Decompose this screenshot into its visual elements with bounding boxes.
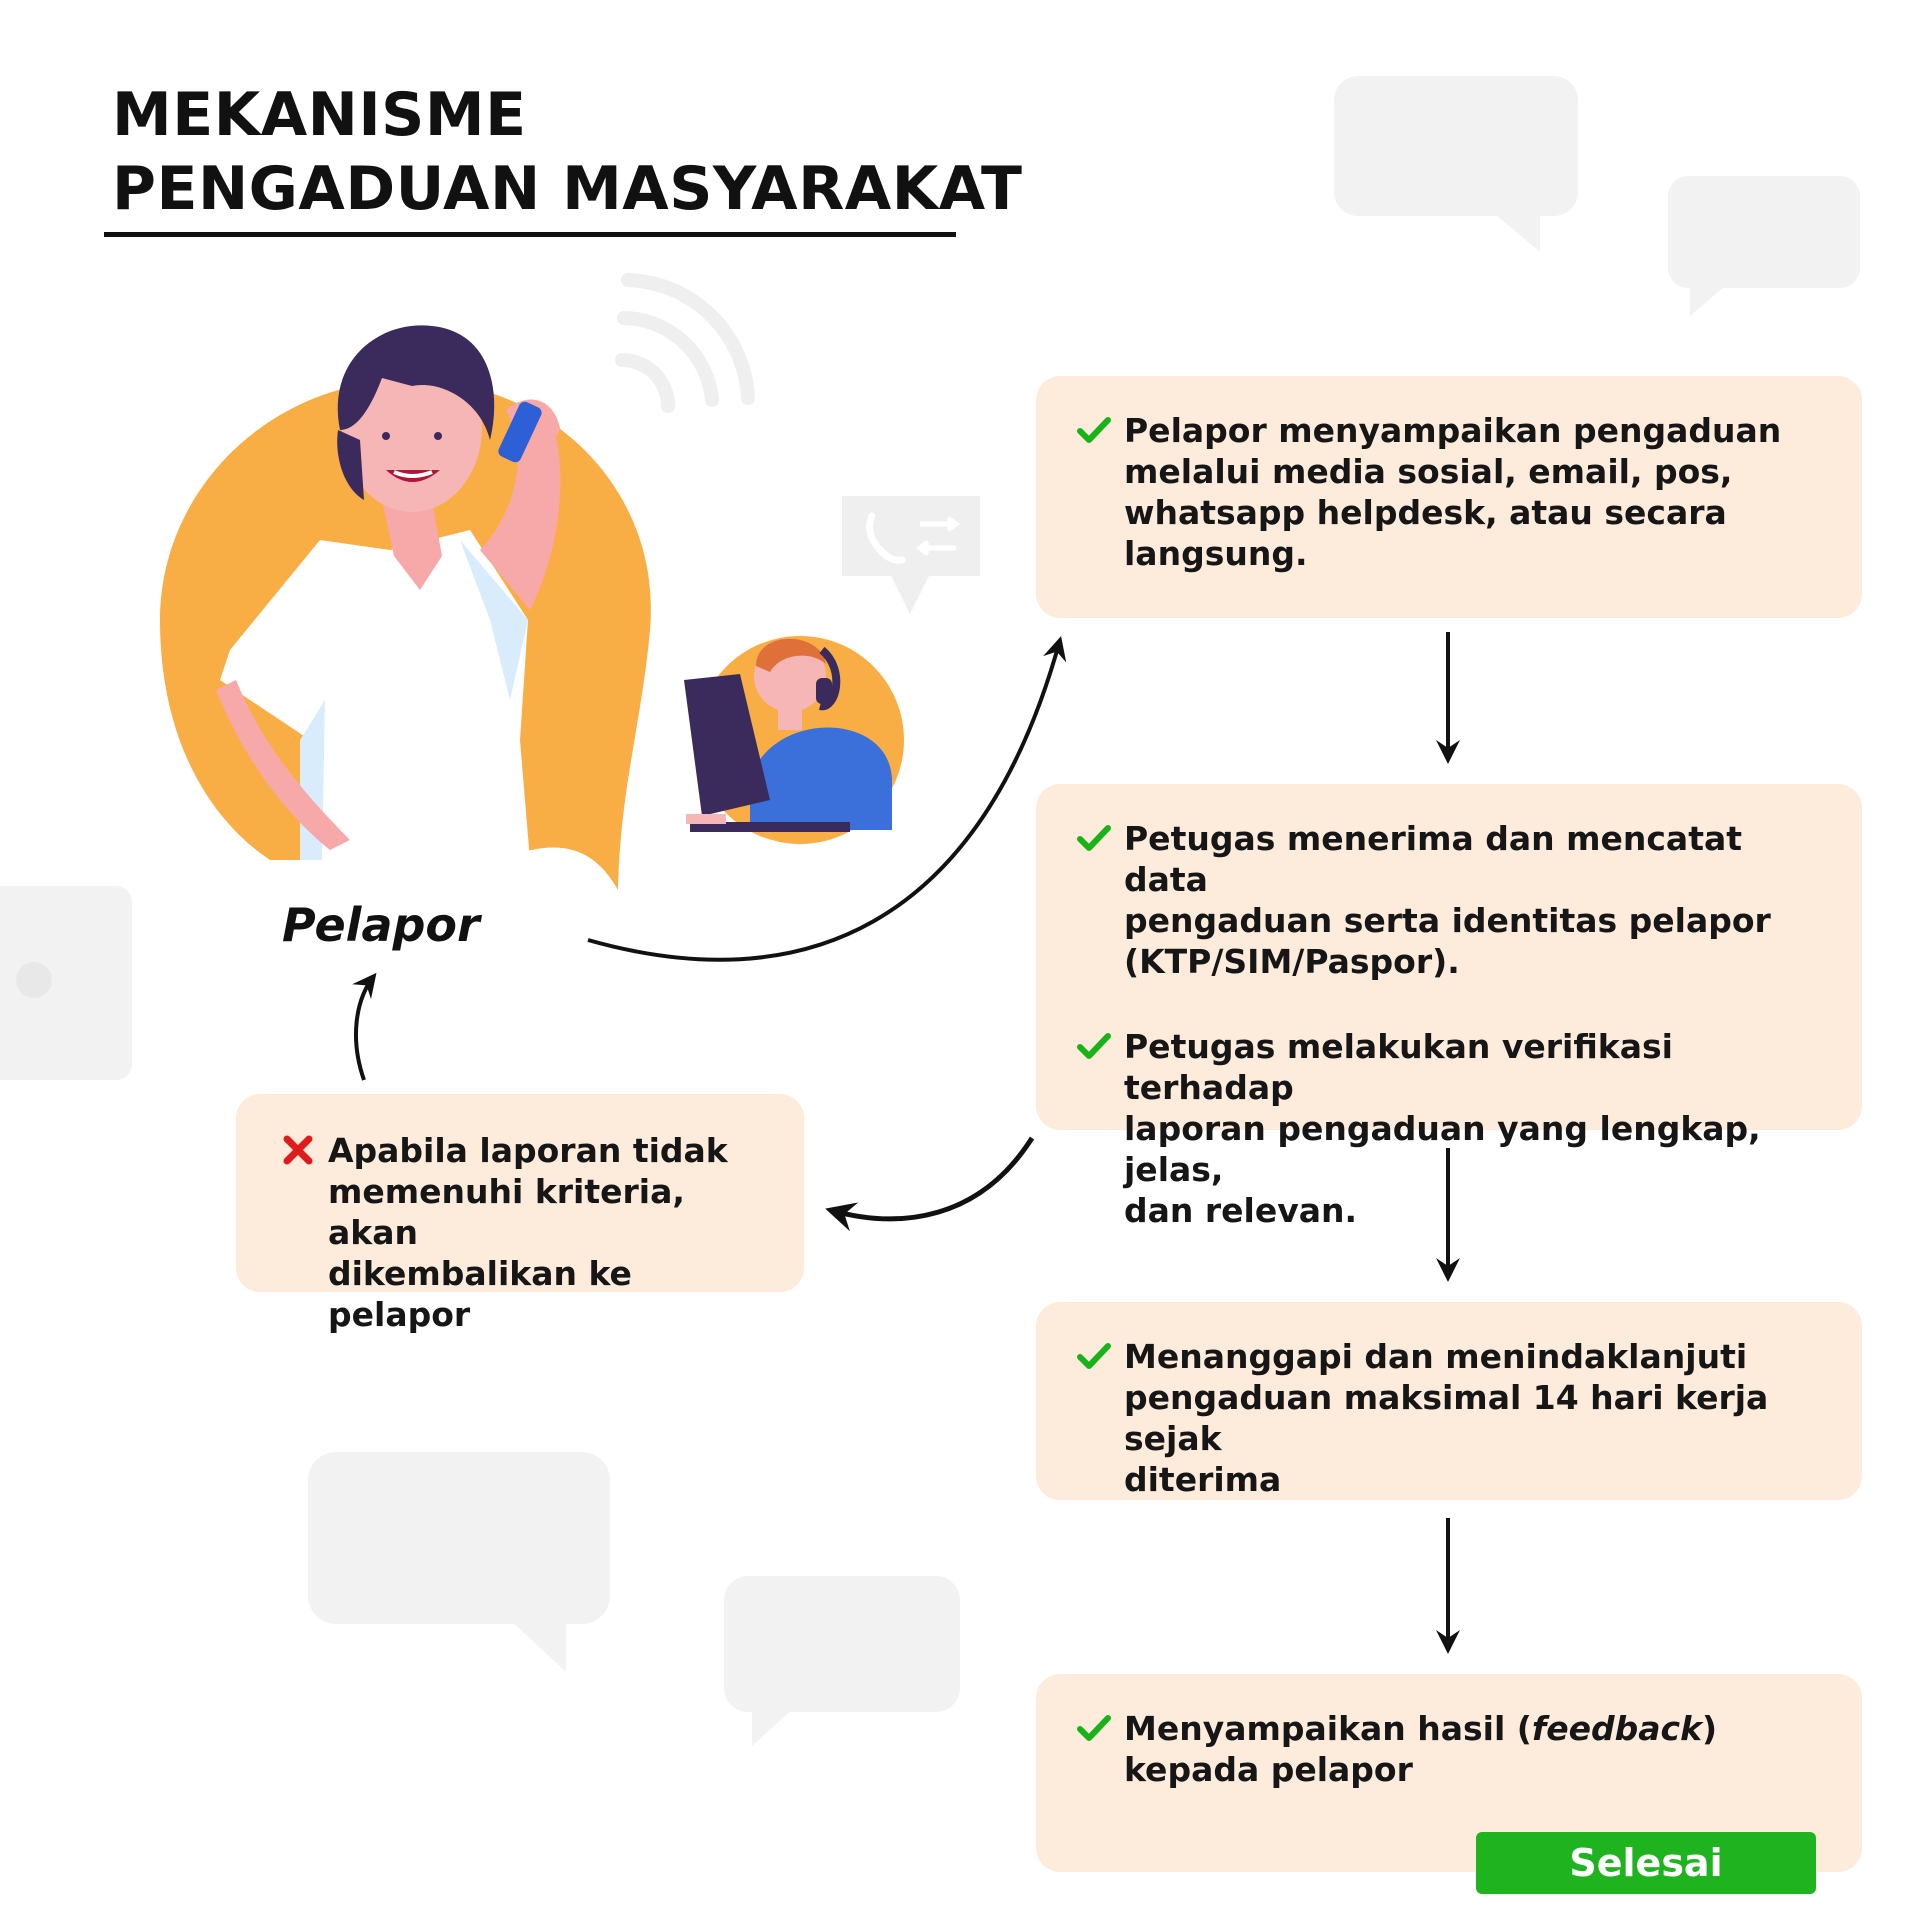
chat-bubble-icon — [1668, 176, 1860, 316]
step-item — [1076, 1708, 1832, 1790]
chat-bubble-icon — [0, 886, 132, 1080]
step-item — [1076, 410, 1822, 574]
step-card-3 — [1036, 1302, 1862, 1500]
title-line-1: MEKANISME — [112, 80, 527, 150]
step-item — [1076, 1336, 1832, 1500]
check-icon — [1076, 1338, 1112, 1374]
check-icon — [1076, 412, 1112, 448]
reporter-illustration — [150, 320, 670, 900]
step-text: Pelapor menyampaikan pengaduan melalui media sosial, email, pos, whatsapp helpdesk, atau secara langsung. — [1124, 411, 1782, 573]
reporter-label: Pelapor — [282, 898, 480, 952]
step-text-after: ) kepada pelapor — [1124, 1709, 1718, 1789]
page-title — [112, 78, 1022, 226]
step-text: Menanggapi dan menindaklanjuti pengaduan maksimal 14 hari kerja sejak diterima — [1124, 1337, 1769, 1499]
done-badge: Selesai — [1476, 1832, 1816, 1894]
officer-illustration — [660, 580, 910, 860]
cross-icon — [280, 1132, 316, 1168]
step-text-italic: feedback — [1531, 1709, 1703, 1748]
check-icon — [1076, 820, 1112, 856]
step-card-1 — [1036, 376, 1862, 618]
step-card-2 — [1036, 784, 1862, 1230]
step-item — [1076, 1026, 1832, 1231]
title-underline — [104, 232, 956, 237]
rejection-text: Apabila laporan tidak memenuhi kriteria, akan dikembalikan ke pelapor — [328, 1131, 728, 1334]
chat-bubble-icon — [1334, 76, 1578, 252]
step-text: Petugas menerima dan mencatat data pengaduan serta identitas pelapor (KTP/SIM/Paspor). — [1124, 819, 1771, 981]
rejection-item — [280, 1130, 784, 1335]
step-text — [1124, 1708, 1832, 1790]
check-icon — [1076, 1028, 1112, 1064]
chat-bubble-icon — [308, 1452, 610, 1672]
step-text-before: Menyampaikan hasil ( — [1124, 1709, 1532, 1748]
rejection-card — [236, 1094, 804, 1334]
chat-bubble-icon — [724, 1576, 960, 1746]
title-line-2: PENGADUAN MASYARAKAT — [112, 154, 1023, 224]
check-icon — [1076, 1710, 1112, 1746]
step-text: Petugas melakukan verifikasi terhadap laporan pengaduan yang lengkap, jelas, dan relevan. — [1124, 1027, 1761, 1230]
step-item — [1076, 818, 1832, 982]
